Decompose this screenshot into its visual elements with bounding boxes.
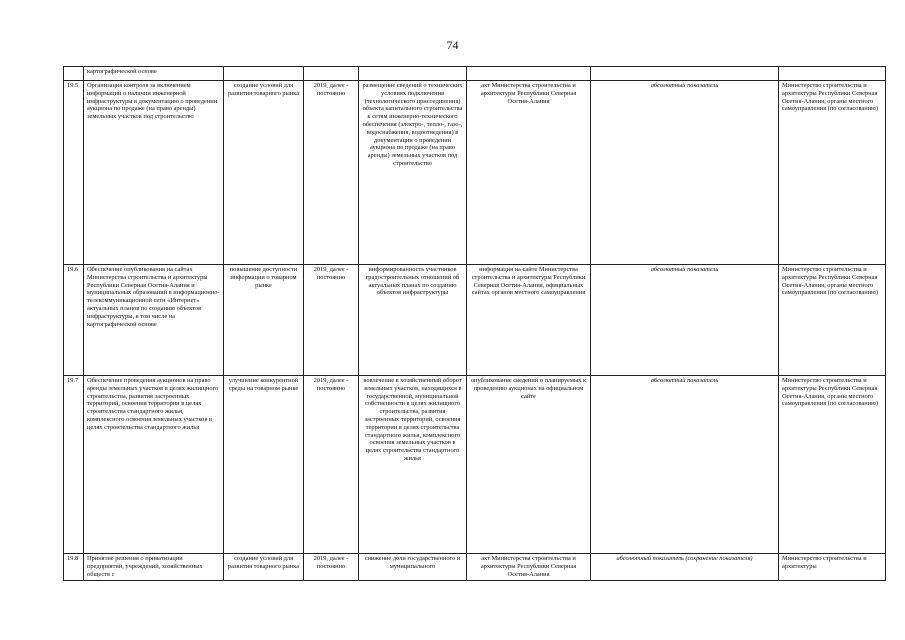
cell-indicator: абсолютный показатель (сохранение показателя): [591, 554, 779, 581]
cell-goal: улучшение конкурентной среды на товарном рынке: [224, 376, 304, 554]
cell-indicator: абсолютный показатель: [591, 265, 779, 376]
cell-term: 2019, далее - постоянно: [304, 376, 359, 554]
cell-executor: Министерство строительства и архитектуры Республики Северная Осетия-Алания, органы местного самоуправления (по согласованию): [779, 81, 886, 265]
cell-executor: Министерство строительства и архитектуры Республики Северная Осетия-Алания, органы местного самоуправления (по согласованию): [779, 376, 886, 554]
cell-document: акт Министерства строительства и архитектуры Республики Северная Осетия-Алания: [467, 554, 591, 581]
cell-num: 19.6: [64, 265, 84, 376]
cell-executor: Министерство строительства и архитектуры Республики Северная Осетия-Алания, органы местного самоуправления (по согласованию): [779, 265, 886, 376]
cell-executor: Министерство строительства и архитектуры: [779, 554, 886, 581]
table-row: [64, 554, 886, 581]
cell-num: 19.8: [64, 554, 84, 581]
cell-measure: картографической основе: [84, 67, 224, 81]
cell-num: 19.5: [64, 81, 84, 265]
table-row: [64, 265, 886, 376]
cell-goal: создание условий для развития товарного рынка: [224, 554, 304, 581]
table-row: [64, 376, 886, 554]
cell-measure: Обеспечение проведения аукционов на право аренды земельных участков в целях жилищного строительства, развития застроенных территорий, освоения территории в целях строительства стандартного жилья, комплексного освоения земельных участков в целях строительства стандартного жилья: [84, 376, 224, 554]
table-row: [64, 81, 886, 265]
cell-measure: Организация контроля за включением информации о наличии инженерной инфраструктуры в документацию о проведении аукциона по продаже (на право аренды) земельных участков под строительство: [84, 81, 224, 265]
cell-measure: Обеспечение опубликования на сайтах Министерства строительства и архитектуры Республики Северная Осетия-Алания и муниципальных образований в информационно-телекоммуникационной сети «Интернет» актуальных планов по созданию объектов инфраструктуры, в том числе на картографической основе: [84, 265, 224, 376]
cell-term: 2019, далее - постоянно: [304, 81, 359, 265]
cell-term: 2019, далее - постоянно: [304, 554, 359, 581]
table-row-continuation: [64, 67, 886, 81]
cell-indicator: абсолютный показатель: [591, 376, 779, 554]
measures-table: [63, 66, 886, 581]
page-number: 74: [446, 38, 459, 52]
cell-document: опубликование сведений о планируемых к проведению аукционах на официальном сайте: [467, 376, 591, 554]
cell-document: информация на сайте Министерства строительства и архитектуры Республики Северная Осетия-Алания, официальных сайтах органов местного самоуправления: [467, 265, 591, 376]
cell-result: снижение доли государственного и муниципального: [359, 554, 467, 581]
cell-measure: Принятие решения о приватизации предприятий, учреждений, хозяйственных обществ с: [84, 554, 224, 581]
cell-num: 19.7: [64, 376, 84, 554]
cell-goal: создание условий для развития товарного рынка: [224, 81, 304, 265]
cell-result: информированность участников градостроительных отношений об актуальных планах по созданию объектов инфраструктуры: [359, 265, 467, 376]
cell-result: размещение сведений о технических условиях подключения (технологического присоединения) объекта капитального строительства к сетям инженерно-технического обеспечения (электро-, тепло-, газо-, водоснабжения, водоотведения) в документации о проведении аукциона по продаже (на право аренды) земельных участков под строительство: [359, 81, 467, 265]
cell-num: [64, 67, 84, 81]
cell-result: вовлечение в хозяйственный оборот земельных участков, находящихся в государственной, муниципальной собственности в целях жилищного строительства, развития застроенных территорий, освоения территории в целях строительства стандартного жилья, комплексного освоения земельных участков в целях строительства стандартного жилья: [359, 376, 467, 554]
cell-indicator: абсолютный показатель: [591, 81, 779, 265]
cell-goal: повышение доступности информации о товарном рынке: [224, 265, 304, 376]
cell-document: акт Министерства строительства и архитектуры Республики Северная Осетия-Алания: [467, 81, 591, 265]
cell-term: 2019, далее - постоянно: [304, 265, 359, 376]
